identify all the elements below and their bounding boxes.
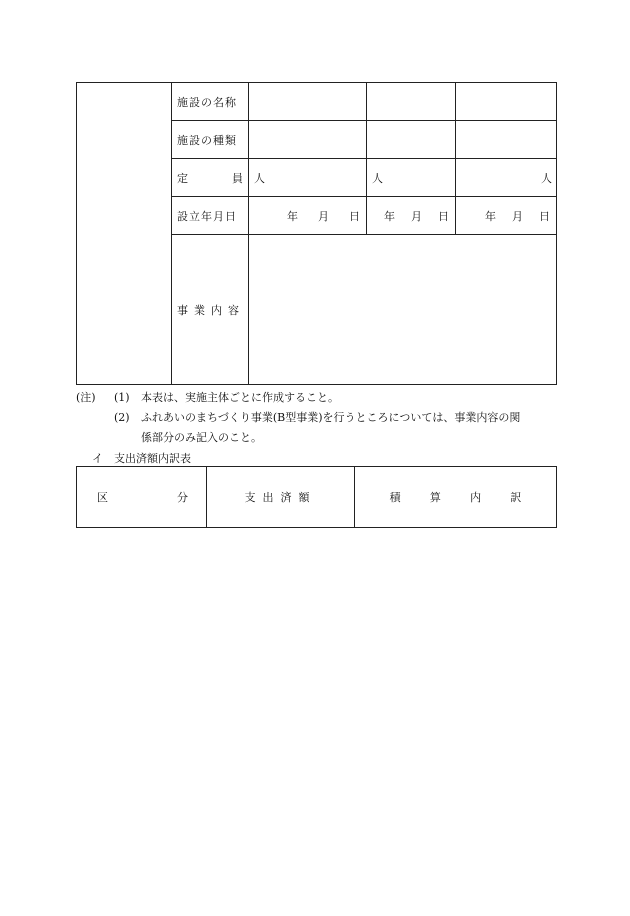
section-heading: イ 支出済額内訳表 <box>92 452 191 465</box>
breakdown-char-4: 訳 <box>510 491 522 504</box>
note-2 <box>76 408 558 428</box>
facility-type-cell-1 <box>249 121 367 159</box>
expenditure-amount-header: 支出済額 <box>207 467 355 528</box>
capacity-unit-3: 人 <box>541 171 552 185</box>
month-unit-3: 月 <box>512 209 523 223</box>
kubun-right: 分 <box>177 491 188 504</box>
year-unit-3: 年 <box>485 209 496 223</box>
facility-name-cell-2 <box>367 83 456 121</box>
capacity-cell-3 <box>456 159 557 197</box>
note-1 <box>76 388 558 408</box>
facility-type-cell-2 <box>367 121 456 159</box>
established-date-cell-2 <box>367 197 456 235</box>
note-1-text: 本表は、実施主体ごとに作成すること。 <box>141 391 339 404</box>
day-unit-2: 日 <box>438 209 449 223</box>
established-date-cell-3 <box>456 197 557 235</box>
facility-name-cell-1 <box>249 83 367 121</box>
capacity-cell-1 <box>249 159 367 197</box>
note-2-text: ふれあいのまちづくり事業(B型事業)を行うところについては、事業内容の関 <box>141 411 521 424</box>
year-unit-2: 年 <box>384 209 395 223</box>
business-content-label: 事業内容 <box>172 235 249 385</box>
capacity-unit-2: 人 <box>372 171 383 185</box>
kubun-header <box>77 467 207 528</box>
calculation-breakdown-header <box>355 467 557 528</box>
facility-name-label: 施設の名称 <box>172 83 249 121</box>
capacity-unit-1: 人 <box>254 171 265 185</box>
note-prefix: (注) <box>76 391 96 404</box>
breakdown-char-2: 算 <box>429 491 441 504</box>
capacity-label <box>172 159 249 197</box>
capacity-label-right: 員 <box>232 171 244 185</box>
kubun-left: 区 <box>97 491 108 504</box>
note-2-continuation-line <box>76 428 558 448</box>
day-unit-1: 日 <box>349 209 360 223</box>
notes <box>76 388 558 448</box>
facility-table <box>76 82 557 385</box>
established-date-cell-1 <box>249 197 367 235</box>
expense-table <box>76 466 557 528</box>
facility-type-label: 施設の種類 <box>172 121 249 159</box>
capacity-label-left: 定 <box>177 171 189 185</box>
note-2-number: (2) <box>114 411 130 424</box>
day-unit-3: 日 <box>539 209 550 223</box>
note-1-number: (1) <box>114 391 130 404</box>
established-date-label: 設立年月日 <box>172 197 249 235</box>
month-unit-1: 月 <box>318 209 329 223</box>
note-2-continuation: 係部分のみ記入のこと。 <box>141 431 262 444</box>
breakdown-char-1: 積 <box>389 491 401 504</box>
breakdown-char-3: 内 <box>470 491 482 504</box>
capacity-cell-2 <box>367 159 456 197</box>
facility-name-cell-3 <box>456 83 557 121</box>
facility-type-cell-3 <box>456 121 557 159</box>
year-unit-1: 年 <box>287 209 298 223</box>
month-unit-2: 月 <box>411 209 422 223</box>
blank-left-column <box>77 83 172 385</box>
business-content-cell <box>249 235 557 385</box>
